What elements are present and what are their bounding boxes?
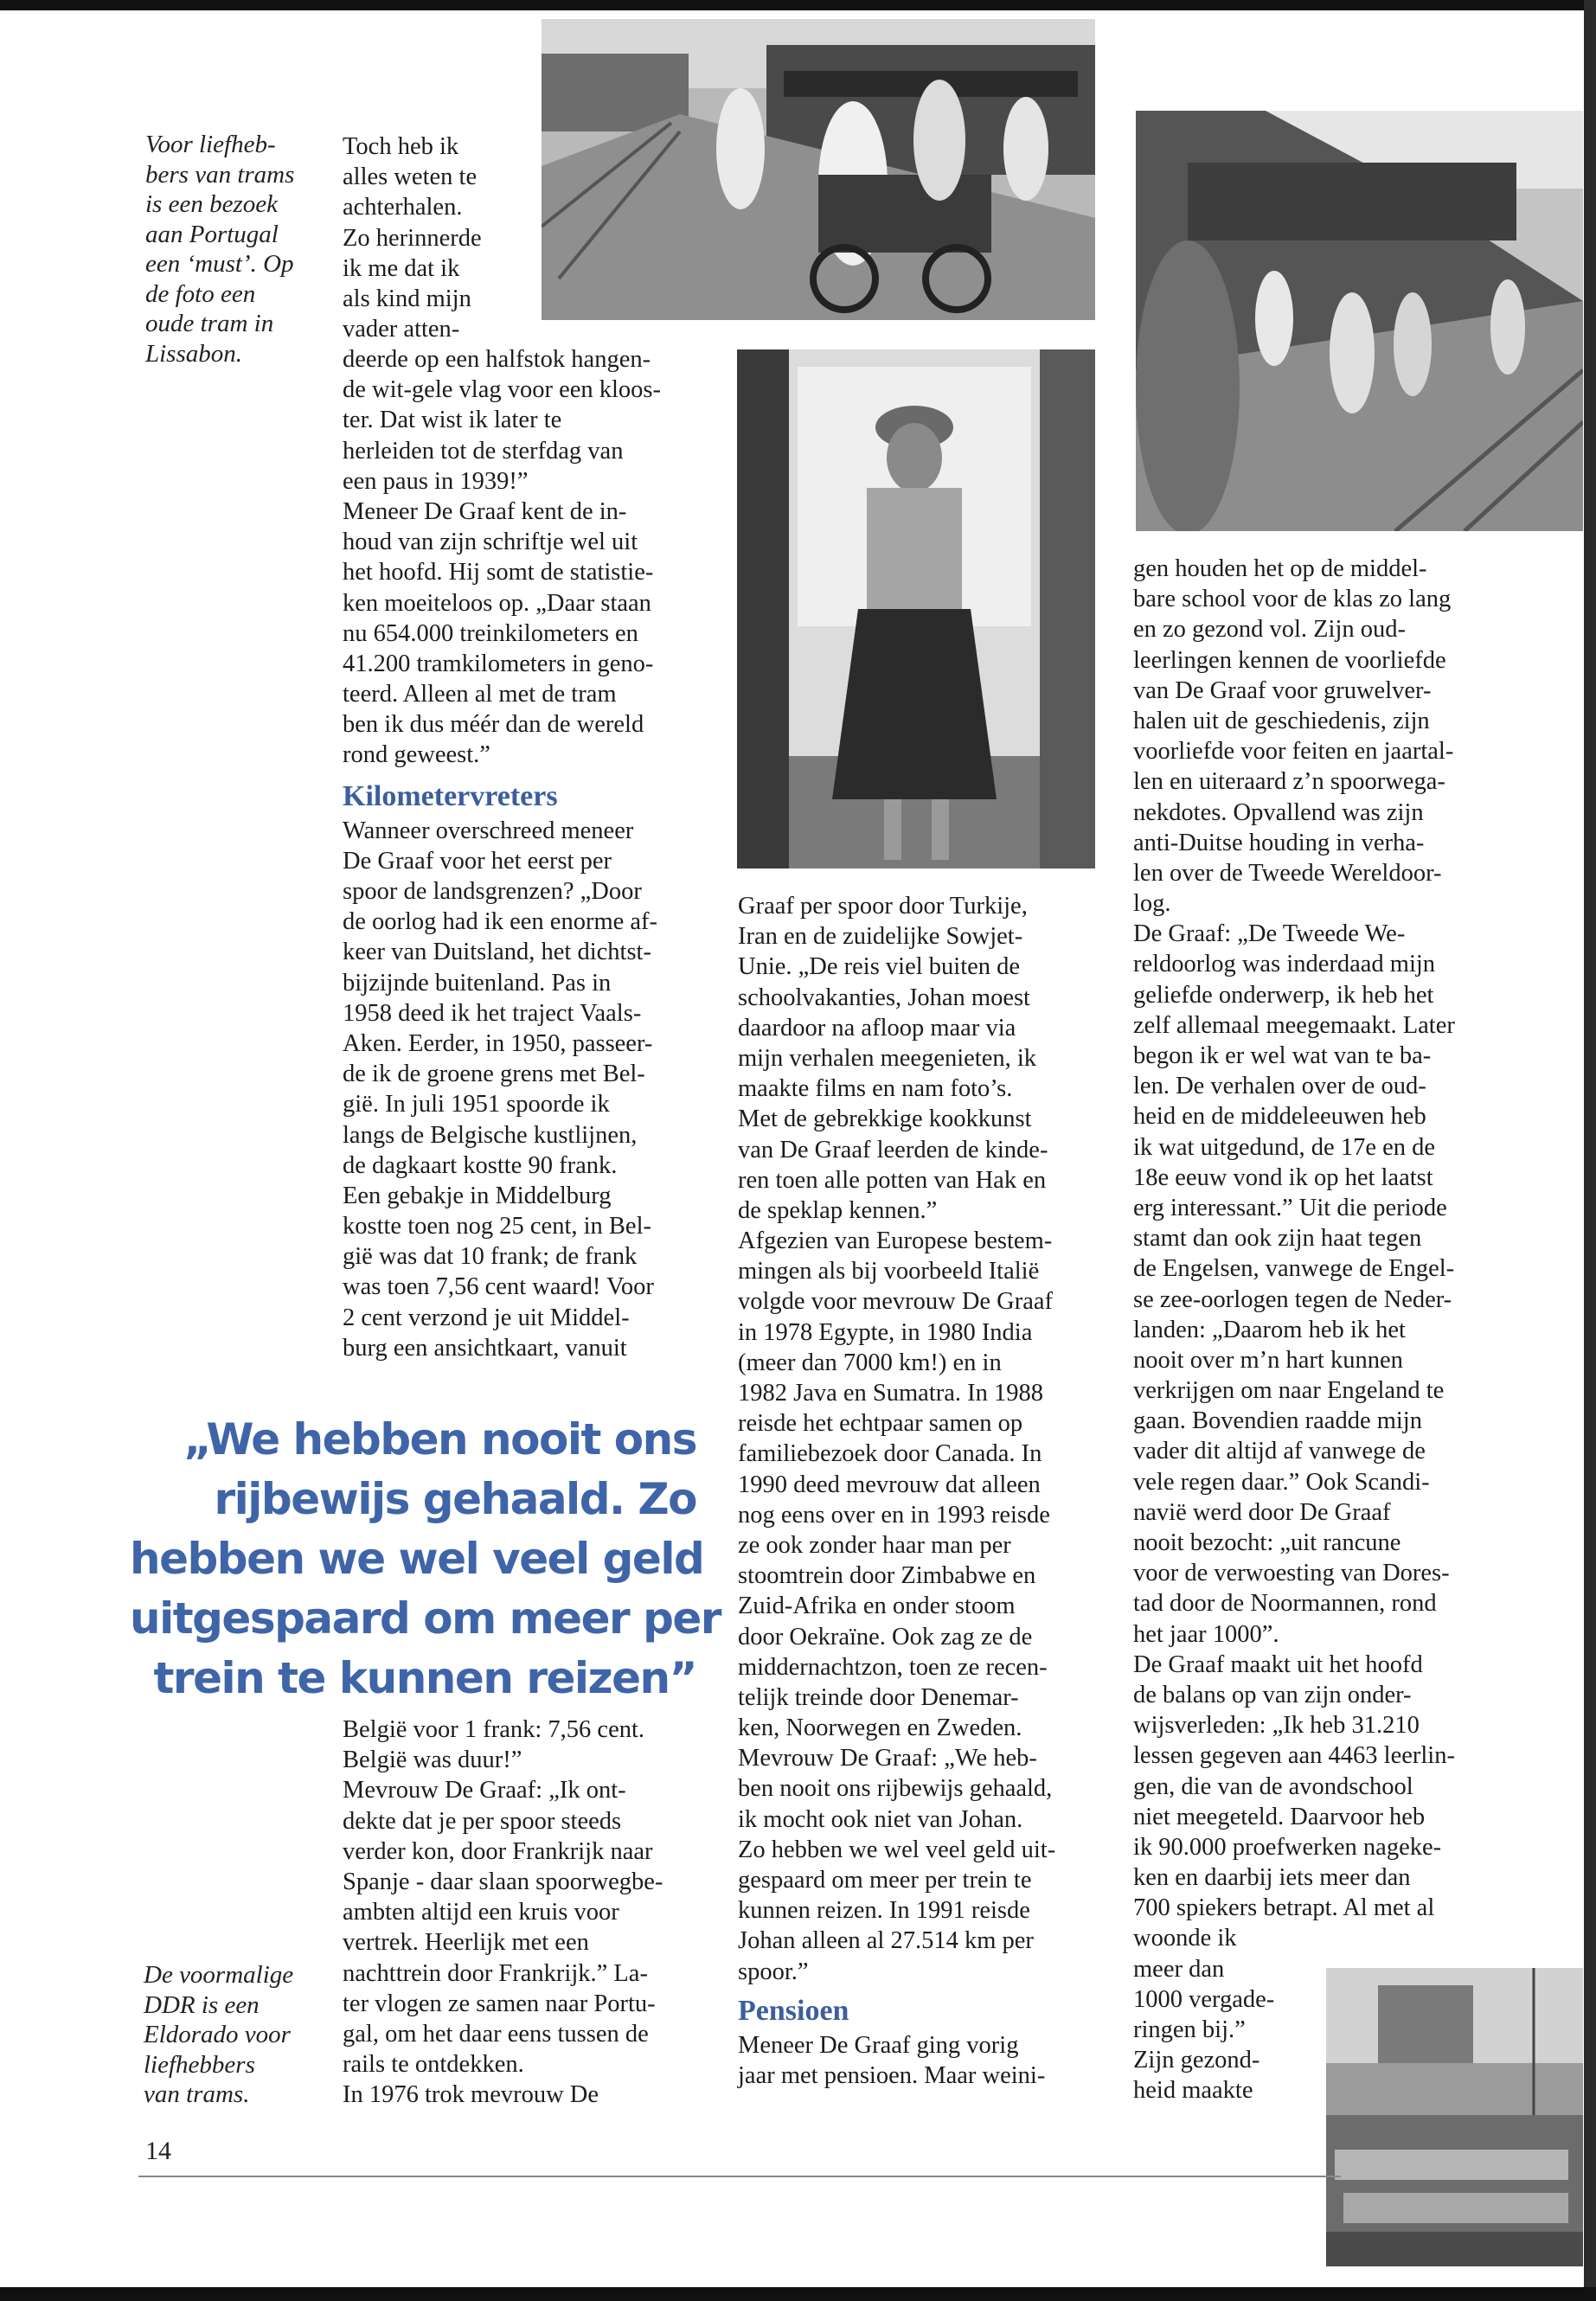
text-line: Iran en de zuidelijke Sowjet- xyxy=(738,923,1023,951)
text-line: vertrek. Heerlijk met een xyxy=(343,1929,589,1957)
text-line: rond geweest.” xyxy=(343,741,490,769)
text-line: 41.200 tramkilometers in geno- xyxy=(343,650,654,677)
text-line: leerlingen kennen de voorliefde xyxy=(1133,646,1446,674)
page-number: 14 xyxy=(145,2137,171,2165)
text-line: de wit-gele vlag voor een kloos- xyxy=(343,376,662,404)
text-line: de speklap kennen.” xyxy=(738,1196,938,1224)
text-line: Aken. Eerder, in 1950, passeer- xyxy=(343,1029,653,1057)
text-line: vader dit altijd af vanwege de xyxy=(1133,1438,1426,1465)
column-2 xyxy=(738,891,1055,2091)
text-line: ken, Noorwegen en Zweden. xyxy=(738,1715,1022,1742)
pull-quote xyxy=(130,1410,721,1708)
photo-woman-train-door xyxy=(737,349,1095,868)
caption-ddr-trams xyxy=(144,1960,293,2110)
text-line: stamt dan ook zijn haat tegen xyxy=(1133,1225,1422,1253)
text-line: 1958 deed ik het traject Vaals- xyxy=(343,999,642,1027)
text-line: achterhalen. xyxy=(343,194,463,221)
text-line: in 1978 Egypte, in 1980 India xyxy=(738,1318,1033,1346)
text-line: ik 90.000 proefwerken nageke- xyxy=(1133,1833,1442,1861)
caption-line: De voormalige xyxy=(144,1961,294,1989)
photo-people-on-tracks xyxy=(1136,111,1583,531)
caption-line: liefhebbers xyxy=(144,2050,255,2079)
text-line: halen uit de geschiedenis, zijn xyxy=(1133,707,1430,734)
text-line: spoor de landsgrenzen? „Door xyxy=(343,878,642,905)
text-line: telijk treinde door Denemar- xyxy=(738,1683,1019,1711)
text-line: nekdotes. Opvallend was zijn xyxy=(1133,798,1424,826)
text-line: reldoorlog was inderdaad mijn xyxy=(1133,951,1436,978)
caption-line: Lissabon. xyxy=(145,339,243,368)
pull-quote-line: hebben we wel veel geld xyxy=(130,1534,704,1584)
text-line: len en uiteraard z’n spoorwega- xyxy=(1133,768,1445,796)
text-line: nooit over m’n hart kunnen xyxy=(1133,1346,1403,1374)
text-line: 2 cent verzond je uit Middel- xyxy=(343,1304,630,1331)
pull-quote-line: uitgespaard om meer per xyxy=(130,1593,721,1644)
photo-platform-food-cart xyxy=(542,19,1095,320)
text-line: Met de gebrekkige kookkunst xyxy=(738,1106,1032,1133)
text-line: Wanneer overschreed meneer xyxy=(343,817,634,844)
text-line: len over de Tweede Wereldoor- xyxy=(1133,859,1442,887)
text-line: ter. Dat wist ik later te xyxy=(343,407,562,434)
text-line: Een gebakje in Middelburg xyxy=(343,1182,612,1209)
text-line: bare school voor de klas zo lang xyxy=(1133,586,1452,613)
text-line: Unie. „De reis viel buiten de xyxy=(738,953,1021,981)
text-line: de balans op van zijn onder- xyxy=(1133,1681,1412,1708)
column-1-bottom xyxy=(343,1715,663,2110)
text-line: Zijn gezond- xyxy=(1133,2047,1260,2074)
caption-line: van trams. xyxy=(144,2080,250,2108)
caption-portugal-tram xyxy=(145,130,294,369)
page-right-border xyxy=(1584,0,1596,2301)
text-line: Zuid-Afrika en onder stoom xyxy=(738,1593,1016,1620)
text-line: en zo gezond vol. Zijn oud- xyxy=(1133,616,1407,644)
text-line: landen: „Daarom heb ik het xyxy=(1133,1316,1406,1343)
text-line: ik me dat ik xyxy=(343,254,460,282)
text-line: nu 654.000 treinkilometers en xyxy=(343,619,638,647)
text-line: erg interessant.” Uit die periode xyxy=(1133,1194,1447,1221)
text-line: als kind mijn xyxy=(343,285,471,312)
text-line: Afgezien van Europese bestem- xyxy=(738,1227,1053,1255)
text-line: België was duur!” xyxy=(343,1747,522,1774)
text-line: een paus in 1939!” xyxy=(343,467,529,495)
text-line: Graaf per spoor door Turkije, xyxy=(738,893,1028,920)
text-line: voorliefde voor feiten en jaartal- xyxy=(1133,738,1454,766)
page-bottom-border xyxy=(0,2287,1596,2301)
text-line: De Graaf: „De Tweede We- xyxy=(1133,920,1406,948)
text-line: Toch heb ik xyxy=(343,133,459,160)
text-line: ambten altijd een kruis voor xyxy=(343,1899,619,1926)
text-line: Meneer De Graaf kent de in- xyxy=(343,497,627,525)
text-line: begon ik er wel wat van te ba- xyxy=(1133,1042,1432,1069)
pull-quote-line: „We hebben nooit ons xyxy=(183,1414,696,1465)
text-line: maakte films en nam foto’s. xyxy=(738,1075,1013,1103)
text-line: ringen bij.” xyxy=(1133,2016,1246,2043)
text-line: woonde ik xyxy=(1133,1925,1237,1952)
text-line: gen, die van de avondschool xyxy=(1133,1772,1413,1800)
text-line: nog eens over en in 1993 reisde xyxy=(738,1501,1050,1529)
column-3 xyxy=(1133,554,1455,2106)
text-line: volgde voor mevrouw De Graaf xyxy=(738,1288,1054,1316)
text-line: zelf allemaal meegemaakt. Later xyxy=(1133,1011,1455,1039)
text-line: gespaard om meer per trein te xyxy=(738,1867,1032,1894)
text-line: gen houden het op de middel- xyxy=(1133,555,1427,582)
text-line: ben ik dus méér dan de wereld xyxy=(343,711,644,739)
text-line: (meer dan 7000 km!) en in xyxy=(738,1349,1002,1376)
text-line: Mevrouw De Graaf: „Ik ont- xyxy=(343,1777,626,1804)
text-line: kostte toen nog 25 cent, in Bel- xyxy=(343,1213,651,1240)
text-line: de Engelsen, vanwege de Engel- xyxy=(1133,1255,1455,1283)
text-line: van De Graaf voor gruwelver- xyxy=(1133,676,1432,704)
text-line: gië was dat 10 frank; de frank xyxy=(343,1243,638,1271)
text-line: wijsverleden: „Ik heb 31.210 xyxy=(1133,1712,1420,1740)
text-line: houd van zijn schriftje wel uit xyxy=(343,529,638,556)
text-line: ken en daarbij iets meer dan xyxy=(1133,1864,1411,1892)
text-line: ken moeiteloos op. „Daar staan xyxy=(343,589,651,617)
text-line: vader atten- xyxy=(343,316,460,343)
page-top-border xyxy=(0,0,1596,10)
text-line: daardoor na afloop maar via xyxy=(738,1014,1016,1042)
text-line: vele regen daar.” Ook Scandi- xyxy=(1133,1468,1430,1496)
text-line: Mevrouw De Graaf: „We heb- xyxy=(738,1745,1037,1772)
text-line: verder kon, door Frankrijk naar xyxy=(343,1837,653,1865)
text-line: rails te ontdekken. xyxy=(343,2051,524,2079)
text-line: lessen gegeven aan 4463 leerlin- xyxy=(1133,1742,1455,1770)
heading-kilometervreters: Kilometervreters xyxy=(343,779,558,812)
text-line: niet meegeteld. Daarvoor heb xyxy=(1133,1803,1426,1830)
caption-line: DDR is een xyxy=(144,1990,260,2019)
footer-rule xyxy=(138,2176,1341,2177)
text-line: de oorlog had ik een enorme af- xyxy=(343,908,658,936)
text-line: De Graaf voor het eerst per xyxy=(343,847,612,875)
text-line: de dagkaart kostte 90 frank. xyxy=(343,1151,618,1179)
caption-line: bers van trams xyxy=(145,160,295,189)
text-line: voor de verwoesting van Dores- xyxy=(1133,1560,1450,1587)
text-line: stoomtrein door Zimbabwe en xyxy=(738,1562,1036,1590)
text-line: anti-Duitse houding in verha- xyxy=(1133,829,1425,856)
text-line: middernachtzon, toen ze recen- xyxy=(738,1653,1048,1681)
text-line: reisde het echtpaar samen op xyxy=(738,1410,1023,1438)
text-line: burg een ansichtkaart, vanuit xyxy=(343,1334,627,1362)
text-line: In 1976 trok mevrouw De xyxy=(343,2081,599,2109)
text-line: was toen 7,56 cent waard! Voor xyxy=(343,1273,654,1301)
text-line: kunnen reizen. In 1991 reisde xyxy=(738,1897,1030,1925)
text-line: heid en de middeleeuwen heb xyxy=(1133,1103,1426,1131)
text-line: spoor.” xyxy=(738,1958,809,1985)
caption-line: is een bezoek xyxy=(145,190,278,218)
text-line: gaan. Bovendien raadde mijn xyxy=(1133,1407,1422,1435)
text-line: 1990 deed mevrouw dat alleen xyxy=(738,1471,1041,1498)
caption-line: aan Portugal xyxy=(145,220,279,248)
caption-line: oude tram in xyxy=(145,310,274,337)
text-line: het jaar 1000”. xyxy=(1133,1620,1279,1648)
text-line: verkrijgen om naar Engeland te xyxy=(1133,1377,1445,1405)
text-line: mingen als bij voorbeeld Italië xyxy=(738,1258,1040,1285)
text-line: geliefde onderwerp, ik heb het xyxy=(1133,981,1434,1009)
text-line: België voor 1 frank: 7,56 cent. xyxy=(343,1716,645,1743)
text-line: mijn verhalen meegenieten, ik xyxy=(738,1044,1037,1072)
text-line: 700 spiekers betrapt. Al met al xyxy=(1133,1894,1435,1922)
text-line: Johan alleen al 27.514 km per xyxy=(738,1927,1034,1955)
text-line: Zo hebben we wel veel geld uit- xyxy=(738,1836,1056,1863)
text-line: alles weten te xyxy=(343,163,478,191)
text-line: tad door de Noormannen, rond xyxy=(1133,1590,1437,1618)
text-line: nooit bezocht: „uit rancune xyxy=(1133,1529,1401,1556)
pull-quote-line: rijbewijs gehaald. Zo xyxy=(214,1474,696,1524)
text-line: bijzijnde buitenland. Pas in xyxy=(343,969,612,997)
caption-line: een ‘must’. Op xyxy=(145,250,294,278)
text-line: 1000 vergade- xyxy=(1133,1985,1275,2013)
text-line: ter vlogen ze samen naar Portu- xyxy=(343,1990,656,2017)
column-1-top xyxy=(343,131,482,344)
text-line: len. De verhalen over de oud- xyxy=(1133,1073,1426,1100)
text-line: ben nooit ons rijbewijs gehaald, xyxy=(738,1775,1053,1803)
caption-line: de foto een xyxy=(145,279,256,308)
text-line: teerd. Alleen al met de tram xyxy=(343,681,617,708)
text-line: Meneer De Graaf ging vorig xyxy=(738,2031,1019,2059)
text-line: schoolvakanties, Johan moest xyxy=(738,984,1030,1011)
text-line: jaar met pensioen. Maar weini- xyxy=(738,2061,1046,2089)
text-line: log. xyxy=(1133,890,1171,918)
column-1-main xyxy=(343,344,661,1363)
text-line: van De Graaf leerden de kinde- xyxy=(738,1136,1048,1163)
text-line: keer van Duitsland, het dichtst- xyxy=(343,939,651,966)
caption-line: Eldorado voor xyxy=(144,2021,291,2048)
text-line: meer dan xyxy=(1133,1955,1225,1983)
caption-line: Voor liefheb- xyxy=(145,131,276,158)
text-line: familiebezoek door Canada. In xyxy=(738,1440,1042,1468)
text-line: Zo herinnerde xyxy=(343,224,482,252)
text-line: 1982 Java en Sumatra. In 1988 xyxy=(738,1380,1044,1407)
heading-pensioen: Pensioen xyxy=(738,1994,849,2027)
text-line: gië. In juli 1951 spoorde ik xyxy=(343,1091,610,1118)
text-line: ren toen alle potten van Hak en xyxy=(738,1166,1047,1194)
text-line: de ik de groene grens met Bel- xyxy=(343,1061,645,1088)
text-line: nachttrein door Frankrijk.” La- xyxy=(343,1959,648,1987)
text-line: herleiden tot de sterfdag van xyxy=(343,437,624,465)
text-line: ik mocht ook niet van Johan. xyxy=(738,1805,1023,1833)
text-line: 18e eeuw vond ik op het laatst xyxy=(1133,1163,1433,1191)
text-line: ze ook zonder haar man per xyxy=(738,1531,1011,1559)
text-line: door Oekraïne. Ook zag ze de xyxy=(738,1623,1033,1650)
text-line: se zee-oorlogen tegen de Neder- xyxy=(1133,1285,1452,1313)
text-line: De Graaf maakt uit het hoofd xyxy=(1133,1650,1423,1678)
text-line: het hoofd. Hij somt de statistie- xyxy=(343,559,654,586)
text-line: Spanje - daar slaan spoorwegbe- xyxy=(343,1868,663,1895)
text-line: deerde op een halfstok hangen- xyxy=(343,346,651,373)
text-line: langs de Belgische kustlijnen, xyxy=(343,1121,638,1149)
text-line: dekte dat je per spoor steeds xyxy=(343,1807,622,1835)
text-line: navië werd door De Graaf xyxy=(1133,1498,1391,1526)
text-line: ik wat uitgedund, de 17e en de xyxy=(1133,1133,1436,1161)
pull-quote-line: trein te kunnen reizen” xyxy=(153,1653,696,1703)
text-line: heid maakte xyxy=(1133,2077,1253,2105)
text-line: gal, om het daar eens tussen de xyxy=(343,2020,649,2048)
